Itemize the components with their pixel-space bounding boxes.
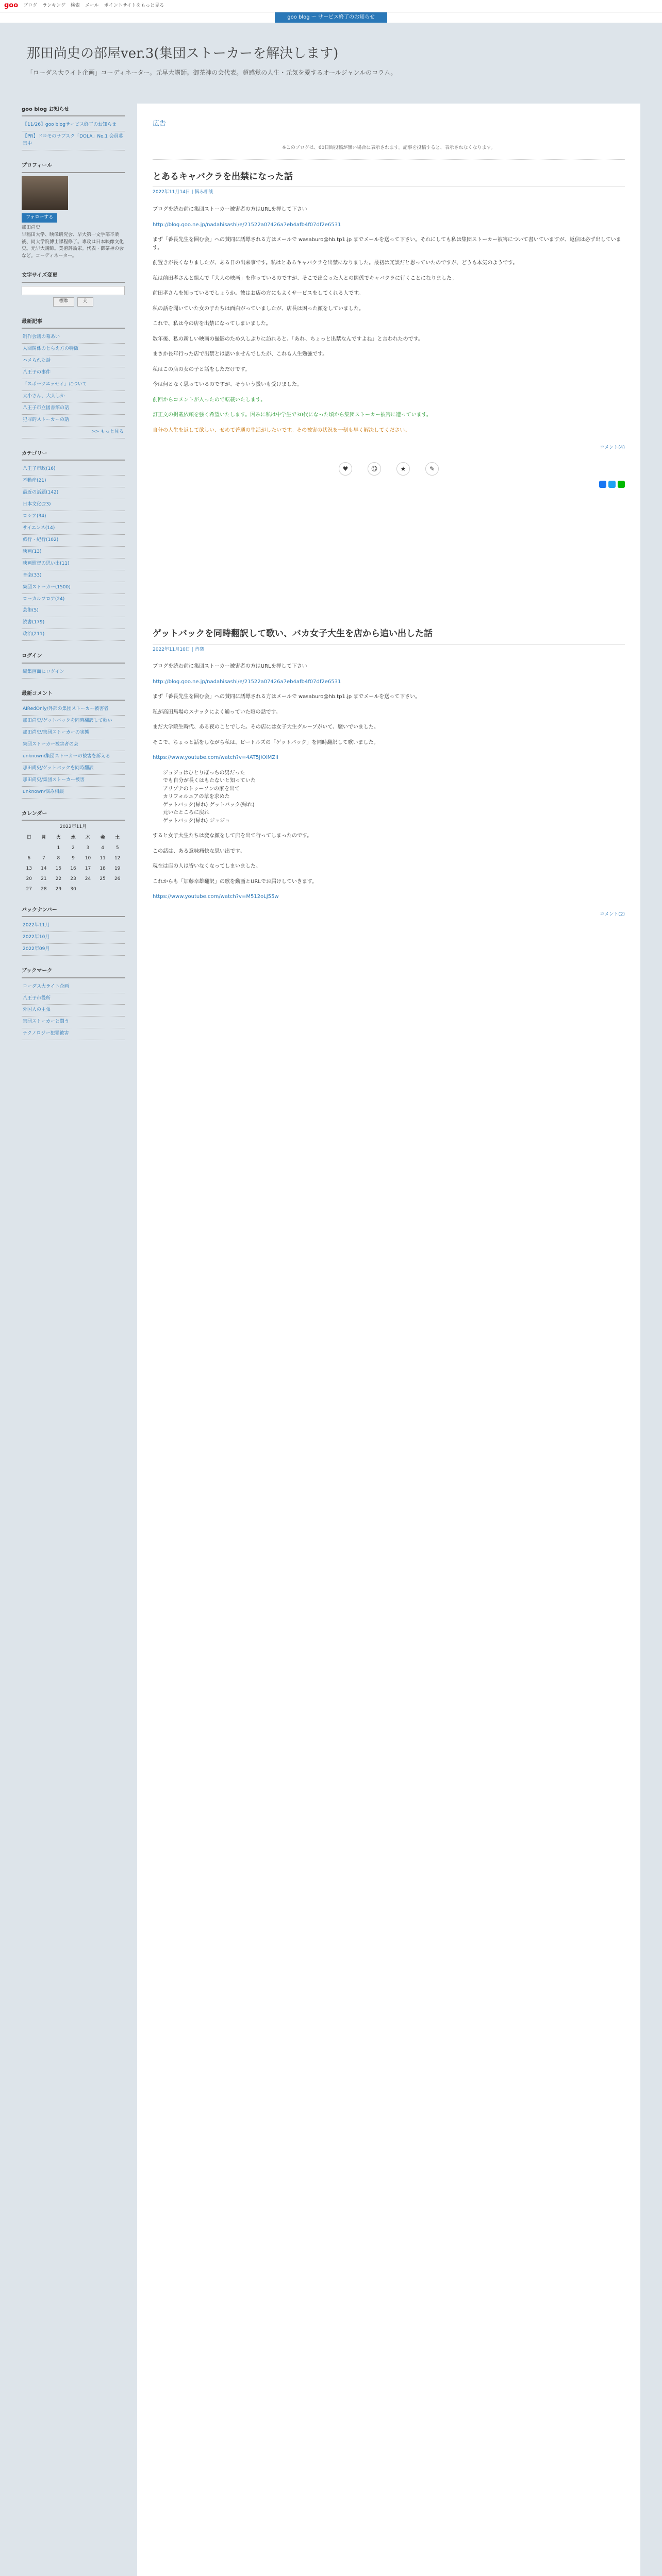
backnumber-item[interactable]: 2022年11月 bbox=[22, 920, 125, 932]
calendar-heading: カレンダー bbox=[22, 808, 125, 821]
topbar-link[interactable]: ランキング bbox=[42, 3, 65, 8]
category-item[interactable]: 芸術(5) bbox=[22, 605, 125, 617]
category-item[interactable]: 八王子市政(16) bbox=[22, 464, 125, 476]
reaction-icon[interactable]: ☺ bbox=[368, 462, 381, 476]
entry-cta: 前回からコメントが入ったので転載いたします。 bbox=[153, 397, 266, 403]
bookmark-item[interactable]: テクノロジー犯罪被害 bbox=[22, 1028, 125, 1040]
weekday: 日 bbox=[26, 835, 31, 841]
reaction-icon[interactable]: ♥ bbox=[339, 462, 352, 476]
entry-paragraph: ブログを読む前に集団ストーカー被害者の方はURLを押して下さい bbox=[153, 207, 307, 213]
day: 10 bbox=[85, 856, 91, 861]
font-size-heading: 文字サイズ変更 bbox=[22, 269, 125, 283]
day: 4 bbox=[101, 845, 104, 851]
day: 5 bbox=[115, 845, 119, 851]
entry-paragraph: 今は何となく思っているのですが、そういう扱いも受けました。 bbox=[153, 382, 302, 388]
entry-paragraph: まだ大学院生時代、ある夜のことでした。その店には女子大生グループがいて、騒いでいました。 bbox=[153, 724, 379, 731]
recent-item[interactable]: 犯罪的ストーカーの話 bbox=[22, 415, 125, 427]
category-item[interactable]: 日本文化(23) bbox=[22, 499, 125, 511]
recent-item[interactable]: 「スポーツエッセイ」について bbox=[22, 379, 125, 391]
entry-paragraph: まさか長年行った店で出禁とは思いませんでしたが、これも人生勉強です。 bbox=[153, 351, 328, 358]
day bbox=[37, 843, 52, 854]
category-item[interactable]: 読書(179) bbox=[22, 617, 125, 629]
day: 7 bbox=[42, 856, 45, 861]
lyric-line: ゲットバック(帰れ) ゲットバック(帰れ) bbox=[163, 802, 255, 808]
bookmark-item[interactable]: ローダス大ライト企画 bbox=[22, 981, 125, 993]
entry-date[interactable]: 2022年11月10日 | 音楽 bbox=[153, 647, 204, 652]
bookmark-item[interactable]: 外国人の主張 bbox=[22, 1005, 125, 1016]
recent-item[interactable]: 制作会議の幕あい bbox=[22, 332, 125, 344]
comment-item[interactable]: unknown/悩み相談 bbox=[22, 787, 125, 799]
day: 1 bbox=[57, 845, 60, 851]
notice-item[interactable]: 【PR】ドコモのサブスク「DOLA」No.1 会員募集中 bbox=[22, 131, 125, 150]
sidebar bbox=[22, 104, 125, 1049]
facebook-icon[interactable] bbox=[599, 481, 606, 488]
category-item[interactable]: 映画監督の思い出(11) bbox=[22, 558, 125, 570]
bookmark-heading: ブックマーク bbox=[22, 965, 125, 978]
notice-item[interactable]: 【11/26】goo blogサービス終了のお知らせ bbox=[22, 120, 125, 131]
entry-paragraph: 前置きが長くなりましたが、ある日の出来事です。私はとあるキャバクラを出禁になりました。最初は冗談だと思っていたのですが、どうも本気のようです。 bbox=[153, 260, 518, 266]
day: 21 bbox=[41, 876, 47, 882]
day: 13 bbox=[26, 866, 32, 871]
comment-item[interactable]: 集団ストーカー被害者の会 bbox=[22, 739, 125, 751]
weekday: 水 bbox=[71, 835, 76, 841]
reaction-icon[interactable]: ✎ bbox=[425, 462, 439, 476]
weekday: 金 bbox=[100, 835, 105, 841]
weekday: 火 bbox=[56, 835, 61, 841]
entry-date[interactable]: 2022年11月14日 | 悩み相談 bbox=[153, 190, 213, 195]
lyric-line: 元いたところに戻れ bbox=[163, 810, 209, 816]
category-item[interactable]: 映画(13) bbox=[22, 547, 125, 558]
comment-link[interactable]: コメント(4) bbox=[600, 445, 625, 451]
entry-title[interactable]: とあるキャバクラを出禁になった話 bbox=[153, 170, 625, 187]
backnumber-item[interactable]: 2022年10月 bbox=[22, 932, 125, 944]
reaction-bar bbox=[153, 462, 625, 476]
entry-paragraph: 私は前田孝さんと組んで「大人の映画」を作っているのですが、そこで出会った人との関係でキャバクラに行くことになりました。 bbox=[153, 275, 457, 281]
service-banner[interactable] bbox=[0, 12, 662, 23]
blog-title[interactable]: 那田尚史の部屋ver.3(集団ストーカーを解決します) bbox=[27, 46, 339, 61]
entry-paragraph: ブログを読む前に集団ストーカー被害者の方はURLを押して下さい bbox=[153, 664, 307, 670]
recent-heading: 最新記事 bbox=[22, 316, 125, 329]
backnumber-heading: バックナンバー bbox=[22, 904, 125, 918]
entry bbox=[153, 170, 625, 488]
comment-item[interactable]: 那田尚史/ゲットバックを同時翻訳 bbox=[22, 763, 125, 775]
blog-subtitle: 「ローダス大ライト企画」コーディネーター。元早大講師。御茶神の会代表。超感覚の人生・元気を愛するオールジャンルのコラム。 bbox=[27, 69, 397, 77]
day bbox=[110, 885, 125, 895]
topbar-link[interactable]: 検索 bbox=[70, 3, 80, 8]
lyric-line: でも自分が長くはもたないと知っていた bbox=[163, 778, 256, 784]
day: 30 bbox=[70, 886, 76, 892]
entry-orange-text: 自分の人生を返して欲しい、せめて普通の生活がしたいです。その被害の状況を一刻も早く解決してください。 bbox=[153, 427, 410, 433]
topbar-link[interactable]: ブログ bbox=[23, 3, 38, 8]
category-item[interactable]: 集団ストーカー(1500) bbox=[22, 582, 125, 594]
profile-name: 那田尚史 bbox=[22, 225, 41, 230]
recent-item[interactable]: 八王子市立図書館の話 bbox=[22, 403, 125, 415]
lyrics-block bbox=[153, 769, 625, 825]
entry-paragraph: 私はこの店の女の子と話をしただけです。 bbox=[153, 366, 251, 372]
ad-label[interactable]: 広告 bbox=[153, 120, 167, 128]
day: 24 bbox=[85, 876, 91, 882]
category-item[interactable]: 旅行・紀行(102) bbox=[22, 535, 125, 547]
entry-paragraph: この話は、ある意味痛快な思い出です。 bbox=[153, 848, 245, 854]
profile-text: 早稲田大学、映像研究会、早大第一文学部卒業後、同大学院博士課程修了。専攻は日本映像文化史。元早大講師。美術評論家。代表・御茶神の会など。コーディネーター。 bbox=[22, 232, 124, 259]
day: 20 bbox=[26, 876, 32, 882]
day: 29 bbox=[55, 886, 62, 892]
weekday: 月 bbox=[41, 835, 46, 841]
lyric-line: アリゾナのトゥーソンの家を出て bbox=[163, 786, 240, 792]
comment-link[interactable]: コメント(2) bbox=[600, 911, 625, 917]
backnumber-item[interactable]: 2022年09月 bbox=[22, 944, 125, 956]
category-item[interactable]: 音楽(33) bbox=[22, 570, 125, 582]
recent-item[interactable]: ハメられた話 bbox=[22, 355, 125, 367]
entry-paragraph: まず「番長先生を囲む会」への賛同に誘導される方はメールで wasaburo@hb.tp1.jp までメールを送って下さい。 bbox=[153, 694, 421, 700]
day: 22 bbox=[55, 876, 62, 882]
entry-link[interactable]: http://blog.goo.ne.jp/nadahisashi/e/21522a07426a7eb4afb4f07df2e6531 bbox=[153, 679, 341, 685]
day: 15 bbox=[55, 866, 62, 871]
twitter-icon[interactable] bbox=[608, 481, 616, 488]
day: 9 bbox=[72, 856, 75, 861]
entry-paragraph: 私の話を聞いていた女の子たちは面白がっていましたが、店長は困った顔をしていました。 bbox=[153, 306, 364, 312]
lyric-line: ジョジョはひとりぼっちの男だった bbox=[163, 770, 245, 776]
entry-link[interactable]: http://blog.goo.ne.jp/nadahisashi/e/21522a07426a7eb4afb4f07df2e6531 bbox=[153, 222, 341, 228]
share-bar bbox=[153, 481, 625, 488]
comment-item[interactable]: 那田尚史/ゲットバックを同時翻訳して歌い bbox=[22, 716, 125, 727]
recent-item[interactable]: 八王子の事件 bbox=[22, 367, 125, 379]
lyric-line: ゲットバック(帰れ) ジョジョ bbox=[163, 818, 230, 824]
category-item[interactable]: 不動産(21) bbox=[22, 476, 125, 487]
entry-title[interactable]: ゲットバックを同時翻訳して歌い、バカ女子大生を店から追い出した話 bbox=[153, 627, 625, 644]
follow-button[interactable]: フォローする bbox=[22, 213, 57, 223]
day: 25 bbox=[100, 876, 106, 882]
size-normal-button[interactable]: 標準 bbox=[53, 297, 74, 307]
entry-green-text: 訂正文の掲載依頼を強く希望いたします。因みに私は中学生で30代になった頃から集団ストーカー被害に遭っています。 bbox=[153, 412, 432, 418]
day: 17 bbox=[85, 866, 91, 871]
profile-heading: プロフィール bbox=[22, 160, 125, 173]
weekday: 土 bbox=[115, 835, 120, 841]
top-bar bbox=[0, 0, 662, 12]
comment-heading: 最新コメント bbox=[22, 688, 125, 701]
entry-paragraph: そこで、ちょっと話をしながら私は、ビートルズの「ゲットバック」を同時翻訳して歌いました。 bbox=[153, 739, 379, 745]
blog-header bbox=[22, 28, 640, 93]
recent-item[interactable]: 人間関係のとらえ方の特徴 bbox=[22, 344, 125, 355]
notice-heading: goo blog お知らせ bbox=[22, 104, 125, 117]
day: 12 bbox=[114, 856, 121, 861]
weekday: 木 bbox=[86, 835, 91, 841]
search-input[interactable] bbox=[22, 286, 125, 295]
profile-avatar[interactable] bbox=[22, 176, 68, 210]
day: 14 bbox=[41, 866, 47, 871]
reaction-icon[interactable]: ★ bbox=[396, 462, 410, 476]
day: 8 bbox=[57, 856, 60, 861]
category-item[interactable]: ロシア(34) bbox=[22, 511, 125, 523]
recent-item[interactable]: 大小さん、大人しか bbox=[22, 391, 125, 403]
login-heading: ログイン bbox=[22, 650, 125, 664]
entry-paragraph: まず「番長先生を囲む会」への賛同に誘導される方はメールで wasaburo@hb.tp1.jp までメールを送って下さい。それにしても私は集団ストーカー被害について書いていますが、返信は必ず出しています。 bbox=[153, 237, 621, 251]
entry-paragraph: 現在は店の人は皆いなくなってしまいました。 bbox=[153, 863, 261, 870]
day: 26 bbox=[114, 876, 121, 882]
day: 23 bbox=[70, 876, 76, 882]
entry-paragraph: 数年後、私の新しい映画の撮影のため久しぶりに訪れると、「あれ、ちょっと出禁なんですよね」と言われたのです。 bbox=[153, 336, 423, 342]
entry-paragraph: 前田孝さんを知っているでしょうか。彼はお店の方にもよくサービスをしてくれる人です。 bbox=[153, 291, 364, 297]
comment-item[interactable]: 那田尚史/集団ストーカー被害 bbox=[22, 775, 125, 787]
day: 28 bbox=[41, 886, 47, 892]
line-icon[interactable] bbox=[618, 481, 625, 488]
category-item[interactable]: ローカルフロア(24) bbox=[22, 594, 125, 606]
day: 11 bbox=[100, 856, 106, 861]
day: 27 bbox=[26, 886, 32, 892]
bookmark-item[interactable]: 八王子市役所 bbox=[22, 993, 125, 1005]
day bbox=[22, 843, 37, 854]
comment-item[interactable]: unknown/集団ストーカーの被害を訴える bbox=[22, 751, 125, 763]
comment-item[interactable]: 那田尚史/集団ストーカーの実態 bbox=[22, 727, 125, 739]
comment-item[interactable]: AIRedOnly/外部の集団ストーカー被害者 bbox=[22, 704, 125, 716]
calendar bbox=[22, 833, 125, 895]
day: 18 bbox=[100, 866, 106, 871]
day: 6 bbox=[27, 856, 31, 861]
bookmark-item[interactable]: 集団ストーカーと闘う bbox=[22, 1016, 125, 1028]
more-link[interactable]: >> もっと見る bbox=[22, 427, 125, 438]
day: 19 bbox=[114, 866, 121, 871]
service-banner-text[interactable]: goo blog ～ サービス終了のお知らせ bbox=[275, 12, 387, 23]
entry-paragraph: すると女子大生たちは変な顔をして店を出て行ってしまったのです。 bbox=[153, 833, 312, 839]
day: 2 bbox=[72, 845, 75, 851]
entry-paragraph: 私が高田馬場のスナックによく通っていた頃の話です。 bbox=[153, 709, 281, 715]
day: 3 bbox=[86, 845, 90, 851]
lyric-line: カリフォルニアの草を求めた bbox=[163, 794, 230, 800]
category-item[interactable]: 最近の話題(142) bbox=[22, 487, 125, 499]
video-link[interactable]: https://www.youtube.com/watch?v=M512oLJ55w bbox=[153, 894, 279, 900]
main-content bbox=[137, 104, 640, 2576]
goo-logo[interactable]: goo bbox=[4, 2, 19, 10]
login-link[interactable]: 編集画面にログイン bbox=[22, 667, 125, 679]
category-item[interactable]: サイエンス(14) bbox=[22, 523, 125, 535]
video-link[interactable]: https://www.youtube.com/watch?v=4AT5JKXMZlI bbox=[153, 755, 278, 761]
size-large-button[interactable]: 大 bbox=[77, 297, 93, 307]
category-item[interactable]: 政治(211) bbox=[22, 629, 125, 641]
entry-paragraph: これで、私は今の店を出禁になってしまいました。 bbox=[153, 321, 271, 327]
inactive-notice: ※このブログは、60日間投稿が無い場合に表示されます。記事を投稿すると、表示されなくなります。 bbox=[153, 145, 625, 160]
day bbox=[95, 885, 110, 895]
category-heading: カテゴリー bbox=[22, 448, 125, 461]
day: 16 bbox=[70, 866, 76, 871]
entry bbox=[153, 627, 625, 919]
topbar-link[interactable]: ポイントサイトをもっと見る bbox=[104, 3, 164, 8]
day bbox=[80, 885, 95, 895]
entry-paragraph: これからも「加藤幸雄翻訳」の歌を動画とURLでお届けしていきます。 bbox=[153, 878, 318, 885]
topbar-link[interactable]: メール bbox=[85, 3, 99, 8]
calendar-month: 2022年11月 bbox=[59, 824, 87, 830]
